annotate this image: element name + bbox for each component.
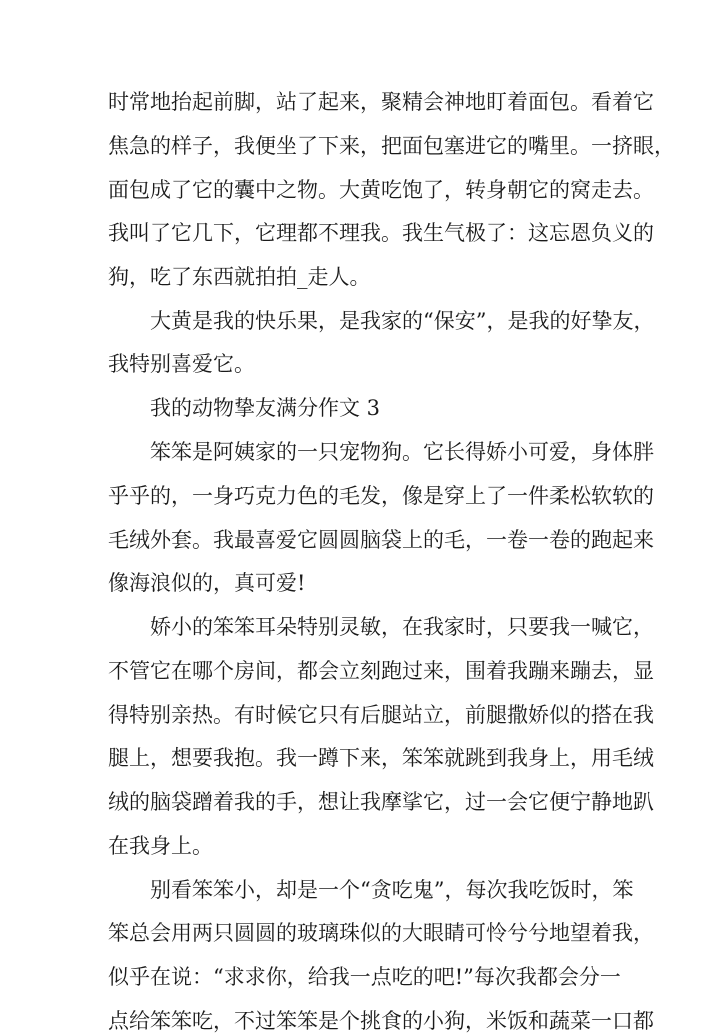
text-line: 我叫了它几下，它理都不理我。我生气极了：这忘恩负义的 — [108, 221, 654, 245]
text-line: 绒的脑袋蹭着我的手，想让我摩挲它，过一会它便宁静地趴 — [108, 790, 654, 814]
paragraph-first-line: 别看笨笨小，却是一个“贪吃鬼”，每次我吃饭时，笨 — [150, 878, 634, 902]
text-line: 笨总会用两只圆圆的玻璃珠似的大眼睛可怜兮兮地望着我， — [108, 921, 654, 945]
text-line: 似乎在说：“求求你，给我一点吃的吧!”每次我都会分一 — [108, 965, 621, 989]
section-heading: 我的动物挚友满分作文 3 — [150, 396, 381, 420]
text-line: 像海浪似的，真可爱! — [108, 571, 306, 595]
text-line: 腿上，想要我抱。我一蹲下来，笨笨就跳到我身上，用毛绒 — [108, 746, 654, 770]
text-line: 点给笨笨吃，不过笨笨是个挑食的小狗，米饭和蔬菜一口都 — [108, 1009, 654, 1033]
text-line: 焦急的样子，我便坐了下来，把面包塞进它的嘴里。一挤眼， — [108, 134, 675, 158]
text-line: 毛绒外套。我最喜爱它圆圆脑袋上的毛，一卷一卷的跑起来 — [108, 528, 654, 552]
paragraph-first-line: 大黄是我的快乐果，是我家的“保安”，是我的好挚友， — [150, 309, 655, 333]
text-line: 在我身上。 — [108, 834, 213, 858]
text-line: 时常地抬起前脚，站了起来，聚精会神地盯着面包。看着它 — [108, 90, 654, 114]
text-line: 得特别亲热。有时候它只有后腿站立，前腿撒娇似的搭在我 — [108, 703, 654, 727]
text-line: 面包成了它的囊中之物。大黄吃饱了，转身朝它的窝走去。 — [108, 178, 654, 202]
text-line: 不管它在哪个房间，都会立刻跑过来，围着我蹦来蹦去，显 — [108, 659, 654, 683]
paragraph-first-line: 娇小的笨笨耳朵特别灵敏，在我家时，只要我一喊它， — [150, 615, 654, 639]
text-line: 狗，吃了东西就拍拍_走人。 — [108, 265, 371, 289]
text-line: 乎乎的，一身巧克力色的毛发，像是穿上了一件柔松软软的 — [108, 484, 654, 508]
paragraph-first-line: 笨笨是阿姨家的一只宠物狗。它长得娇小可爱，身体胖 — [150, 440, 654, 464]
text-line: 我特别喜爱它。 — [108, 352, 255, 376]
